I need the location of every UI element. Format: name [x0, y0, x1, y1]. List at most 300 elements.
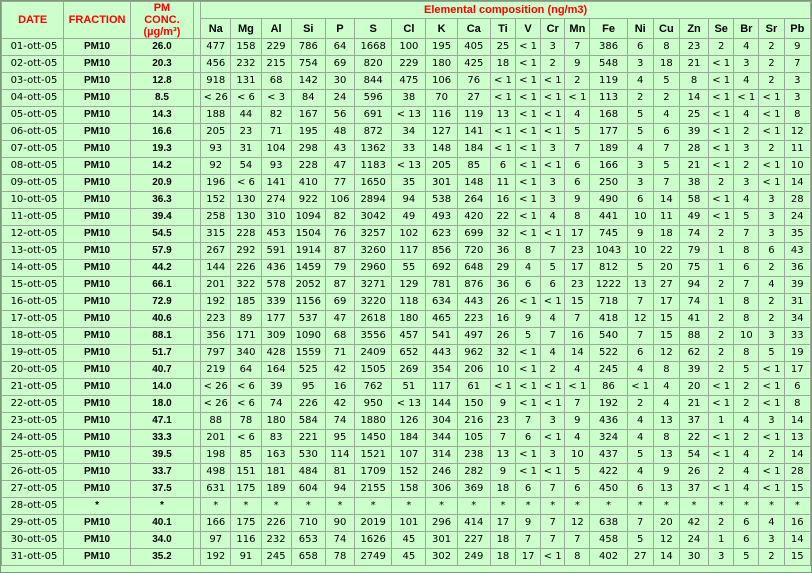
- value-cell-si: 226: [291, 396, 325, 413]
- pm-conc-cell: 47.1: [130, 413, 193, 430]
- value-cell-k: 623: [426, 226, 457, 243]
- value-cell-v: 7: [516, 532, 541, 549]
- value-cell-cu: 18: [653, 226, 679, 243]
- value-cell-fe: 522: [590, 345, 627, 362]
- fraction-cell: *: [64, 498, 130, 515]
- value-cell-cl: 102: [392, 226, 426, 243]
- value-cell-ti: < 1: [490, 90, 515, 107]
- spacer-cell: [194, 328, 201, 345]
- value-cell-zn: *: [679, 498, 708, 515]
- value-cell-pb: 39: [784, 277, 810, 294]
- table-row: [2, 260, 811, 277]
- spacer-cell: [194, 311, 201, 328]
- spacer-cell: [194, 124, 201, 141]
- value-cell-sr: 3: [759, 209, 784, 226]
- value-cell-p: 106: [325, 192, 354, 209]
- value-cell-pb: 9: [784, 39, 810, 56]
- value-cell-ni: 10: [627, 209, 653, 226]
- value-cell-ni: 4: [627, 430, 653, 447]
- value-cell-se: 2: [709, 175, 734, 192]
- value-cell-br: 10: [734, 328, 759, 345]
- value-cell-p: 64: [325, 39, 354, 56]
- value-cell-sr: 2: [759, 294, 784, 311]
- value-cell-zn: 21: [679, 158, 708, 175]
- element-header-pb: Pb: [784, 19, 810, 39]
- value-cell-sr: < 1: [759, 90, 784, 107]
- value-cell-br: *: [734, 498, 759, 515]
- value-cell-p: 79: [325, 260, 354, 277]
- value-cell-cr: < 1: [541, 379, 565, 396]
- value-cell-cr: < 1: [541, 396, 565, 413]
- value-cell-s: 1709: [355, 464, 392, 481]
- pm-conc-cell: 8.5: [130, 90, 193, 107]
- value-cell-k: 180: [426, 56, 457, 73]
- value-cell-al: 93: [261, 158, 291, 175]
- value-cell-pb: 15: [784, 549, 810, 566]
- value-cell-cu: 5: [653, 73, 679, 90]
- value-cell-p: 78: [325, 549, 354, 566]
- value-cell-mg: *: [231, 498, 261, 515]
- value-cell-cr: 2: [541, 362, 565, 379]
- value-cell-se: 2: [709, 362, 734, 379]
- value-cell-na: < 26: [201, 90, 231, 107]
- date-cell: 12-ott-05: [2, 226, 64, 243]
- pm-conc-cell: 57.9: [130, 243, 193, 260]
- value-cell-k: 306: [426, 481, 457, 498]
- value-cell-ti: 36: [490, 243, 515, 260]
- value-cell-mg: 130: [231, 192, 261, 209]
- value-cell-cu: 8: [653, 430, 679, 447]
- value-cell-mg: 292: [231, 243, 261, 260]
- value-cell-br: 6: [734, 532, 759, 549]
- value-cell-al: 274: [261, 192, 291, 209]
- fraction-cell: PM10: [64, 430, 130, 447]
- value-cell-k: 493: [426, 209, 457, 226]
- value-cell-v: 6: [516, 481, 541, 498]
- value-cell-al: 39: [261, 379, 291, 396]
- date-cell: 25-ott-05: [2, 447, 64, 464]
- fraction-cell: PM10: [64, 277, 130, 294]
- value-cell-cu: 11: [653, 209, 679, 226]
- value-cell-na: 631: [201, 481, 231, 498]
- date-cell: 03-ott-05: [2, 73, 64, 90]
- value-cell-sr: < 1: [759, 175, 784, 192]
- value-cell-br: 3: [734, 175, 759, 192]
- value-cell-zn: 28: [679, 141, 708, 158]
- date-cell: 21-ott-05: [2, 379, 64, 396]
- value-cell-si: 195: [291, 124, 325, 141]
- value-cell-sr: < 1: [759, 158, 784, 175]
- value-cell-si: 754: [291, 56, 325, 73]
- spacer-cell: [194, 209, 201, 226]
- value-cell-p: 68: [325, 328, 354, 345]
- value-cell-p: 47: [325, 311, 354, 328]
- value-cell-al: 215: [261, 56, 291, 73]
- value-cell-na: 152: [201, 192, 231, 209]
- value-cell-sr: < 1: [759, 124, 784, 141]
- value-cell-pb: 28: [784, 192, 810, 209]
- pm-conc-cell: 36.3: [130, 192, 193, 209]
- value-cell-cu: 5: [653, 158, 679, 175]
- value-cell-p: 56: [325, 107, 354, 124]
- value-cell-zn: 38: [679, 175, 708, 192]
- value-cell-ca: 425: [457, 56, 490, 73]
- value-cell-mg: < 6: [231, 90, 261, 107]
- value-cell-cl: 45: [392, 532, 426, 549]
- spacer-cell: [194, 73, 201, 90]
- table-row: [2, 277, 811, 294]
- value-cell-cu: 14: [653, 192, 679, 209]
- value-cell-zn: 37: [679, 481, 708, 498]
- value-cell-ti: 36: [490, 277, 515, 294]
- value-cell-ca: 720: [457, 243, 490, 260]
- value-cell-ca: 105: [457, 430, 490, 447]
- value-cell-na: 315: [201, 226, 231, 243]
- spacer-column: [194, 2, 201, 39]
- value-cell-ca: 148: [457, 175, 490, 192]
- value-cell-ca: 369: [457, 481, 490, 498]
- pm-conc-cell: 20.3: [130, 56, 193, 73]
- value-cell-ti: 18: [490, 532, 515, 549]
- value-cell-br: 4: [734, 481, 759, 498]
- spacer-cell: [194, 379, 201, 396]
- pm-conc-header: [130, 2, 193, 39]
- value-cell-v: < 1: [516, 56, 541, 73]
- value-cell-mn: 7: [565, 39, 590, 56]
- value-cell-se: 3: [709, 549, 734, 566]
- value-cell-zn: 94: [679, 277, 708, 294]
- value-cell-v: *: [516, 498, 541, 515]
- value-cell-se: < 1: [709, 396, 734, 413]
- value-cell-al: 141: [261, 175, 291, 192]
- value-cell-br: < 1: [734, 90, 759, 107]
- value-cell-cr: 4: [541, 311, 565, 328]
- fraction-cell: PM10: [64, 209, 130, 226]
- value-cell-ti: 18: [490, 56, 515, 73]
- value-cell-zn: 26: [679, 464, 708, 481]
- table-row: [2, 39, 811, 56]
- value-cell-na: 456: [201, 56, 231, 73]
- value-cell-p: 42: [325, 396, 354, 413]
- value-cell-s: 2894: [355, 192, 392, 209]
- value-cell-k: 465: [426, 311, 457, 328]
- value-cell-zn: 88: [679, 328, 708, 345]
- value-cell-mg: 89: [231, 311, 261, 328]
- value-cell-si: 537: [291, 311, 325, 328]
- value-cell-zn: 37: [679, 413, 708, 430]
- value-cell-na: 205: [201, 124, 231, 141]
- pm-conc-cell: 14.2: [130, 158, 193, 175]
- value-cell-zn: 21: [679, 56, 708, 73]
- value-cell-v: < 1: [516, 209, 541, 226]
- value-cell-br: 5: [734, 549, 759, 566]
- value-cell-si: 95: [291, 379, 325, 396]
- fraction-cell: PM10: [64, 413, 130, 430]
- element-header-ti: Ti: [490, 19, 515, 39]
- value-cell-pb: 19: [784, 345, 810, 362]
- value-cell-fe: 745: [590, 226, 627, 243]
- value-cell-cr: 7: [541, 243, 565, 260]
- value-cell-s: 1650: [355, 175, 392, 192]
- value-cell-k: 304: [426, 413, 457, 430]
- value-cell-si: 1504: [291, 226, 325, 243]
- table-row: [2, 498, 811, 515]
- value-cell-mn: 6: [565, 158, 590, 175]
- value-cell-se: 2: [709, 345, 734, 362]
- value-cell-zn: 75: [679, 260, 708, 277]
- value-cell-v: < 1: [516, 73, 541, 90]
- value-cell-mn: 8: [565, 209, 590, 226]
- pm-conc-cell: 19.3: [130, 141, 193, 158]
- fraction-cell: PM10: [64, 396, 130, 413]
- fraction-cell: PM10: [64, 481, 130, 498]
- spacer-cell: [194, 447, 201, 464]
- spacer-cell: [194, 498, 201, 515]
- spacer-cell: [194, 90, 201, 107]
- value-cell-cl: *: [392, 498, 426, 515]
- value-cell-p: 42: [325, 362, 354, 379]
- value-cell-p: 74: [325, 532, 354, 549]
- date-cell: 17-ott-05: [2, 311, 64, 328]
- fraction-cell: PM10: [64, 328, 130, 345]
- fraction-cell: PM10: [64, 141, 130, 158]
- value-cell-mg: < 6: [231, 430, 261, 447]
- value-cell-ni: 5: [627, 260, 653, 277]
- value-cell-se: 2: [709, 464, 734, 481]
- value-cell-ni: 5: [627, 107, 653, 124]
- value-cell-se: 2: [709, 328, 734, 345]
- value-cell-zn: 58: [679, 192, 708, 209]
- value-cell-al: 229: [261, 39, 291, 56]
- fraction-cell: PM10: [64, 311, 130, 328]
- value-cell-br: 7: [734, 277, 759, 294]
- value-cell-na: 92: [201, 158, 231, 175]
- element-header-p: P: [325, 19, 354, 39]
- value-cell-s: 2749: [355, 549, 392, 566]
- pm-conc-cell: 26.0: [130, 39, 193, 56]
- value-cell-na: 198: [201, 447, 231, 464]
- value-cell-si: 530: [291, 447, 325, 464]
- table-row: [2, 549, 811, 566]
- value-cell-ca: 119: [457, 107, 490, 124]
- value-cell-br: 5: [734, 362, 759, 379]
- date-cell: 28-ott-05: [2, 498, 64, 515]
- value-cell-ca: 648: [457, 260, 490, 277]
- value-cell-si: 1094: [291, 209, 325, 226]
- value-cell-mn: 7: [565, 396, 590, 413]
- value-cell-sr: 3: [759, 328, 784, 345]
- value-cell-cr: 4: [541, 345, 565, 362]
- value-cell-cl: 652: [392, 345, 426, 362]
- value-cell-cr: < 1: [541, 226, 565, 243]
- value-cell-se: < 1: [709, 209, 734, 226]
- value-cell-na: 201: [201, 277, 231, 294]
- spacer-cell: [194, 192, 201, 209]
- value-cell-p: 81: [325, 464, 354, 481]
- value-cell-s: *: [355, 498, 392, 515]
- value-cell-fe: 422: [590, 464, 627, 481]
- value-cell-al: *: [261, 498, 291, 515]
- value-cell-mn: 7: [565, 141, 590, 158]
- value-cell-k: 246: [426, 464, 457, 481]
- value-cell-ni: 7: [627, 294, 653, 311]
- value-cell-na: 219: [201, 362, 231, 379]
- value-cell-cl: < 13: [392, 158, 426, 175]
- value-cell-k: 116: [426, 107, 457, 124]
- value-cell-al: 163: [261, 447, 291, 464]
- date-cell: 19-ott-05: [2, 345, 64, 362]
- value-cell-zn: 24: [679, 532, 708, 549]
- value-cell-sr: 3: [759, 532, 784, 549]
- value-cell-mg: 23: [231, 124, 261, 141]
- fraction-cell: PM10: [64, 362, 130, 379]
- fraction-cell: PM10: [64, 243, 130, 260]
- value-cell-pb: 6: [784, 379, 810, 396]
- value-cell-mg: 31: [231, 141, 261, 158]
- value-cell-fe: 490: [590, 192, 627, 209]
- fraction-cell: PM10: [64, 175, 130, 192]
- value-cell-mn: 2: [565, 73, 590, 90]
- value-cell-na: 918: [201, 73, 231, 90]
- value-cell-al: 436: [261, 260, 291, 277]
- value-cell-fe: 450: [590, 481, 627, 498]
- value-cell-si: 1914: [291, 243, 325, 260]
- value-cell-se: < 1: [709, 447, 734, 464]
- value-cell-s: 2019: [355, 515, 392, 532]
- value-cell-v: 5: [516, 328, 541, 345]
- date-cell: 31-ott-05: [2, 549, 64, 566]
- value-cell-s: 2155: [355, 481, 392, 498]
- spacer-cell: [194, 549, 201, 566]
- value-cell-na: 498: [201, 464, 231, 481]
- value-cell-ni: 9: [627, 226, 653, 243]
- value-cell-al: 591: [261, 243, 291, 260]
- value-cell-ti: 9: [490, 464, 515, 481]
- value-cell-cr: 3: [541, 141, 565, 158]
- value-cell-pb: 31: [784, 294, 810, 311]
- value-cell-mn: 9: [565, 56, 590, 73]
- pm-conc-cell: 14.3: [130, 107, 193, 124]
- value-cell-si: 410: [291, 175, 325, 192]
- value-cell-si: 84: [291, 90, 325, 107]
- value-cell-s: 872: [355, 124, 392, 141]
- value-cell-zn: 49: [679, 209, 708, 226]
- pm-conc-cell: 40.1: [130, 515, 193, 532]
- value-cell-si: 2052: [291, 277, 325, 294]
- fraction-cell: PM10: [64, 56, 130, 73]
- value-cell-ni: 27: [627, 549, 653, 566]
- value-cell-pb: 8: [784, 396, 810, 413]
- value-cell-ti: 22: [490, 209, 515, 226]
- value-cell-ti: 13: [490, 447, 515, 464]
- table-row: [2, 396, 811, 413]
- value-cell-sr: 2: [759, 56, 784, 73]
- table-row: [2, 209, 811, 226]
- value-cell-si: 167: [291, 107, 325, 124]
- value-cell-ni: 4: [627, 141, 653, 158]
- value-cell-cl: 152: [392, 464, 426, 481]
- value-cell-ca: 150: [457, 396, 490, 413]
- value-cell-mg: 64: [231, 362, 261, 379]
- value-cell-v: < 1: [516, 158, 541, 175]
- value-cell-p: 87: [325, 277, 354, 294]
- value-cell-cu: 8: [653, 362, 679, 379]
- value-cell-k: 195: [426, 39, 457, 56]
- value-cell-ni: 6: [627, 192, 653, 209]
- value-cell-cl: 101: [392, 515, 426, 532]
- value-cell-fe: 1222: [590, 277, 627, 294]
- value-cell-k: 354: [426, 362, 457, 379]
- value-cell-br: 2: [734, 396, 759, 413]
- value-cell-ni: *: [627, 498, 653, 515]
- value-cell-na: < 26: [201, 379, 231, 396]
- value-cell-mg: 91: [231, 549, 261, 566]
- table-row: [2, 413, 811, 430]
- value-cell-k: 856: [426, 243, 457, 260]
- spacer-cell: [194, 362, 201, 379]
- fraction-cell: PM10: [64, 549, 130, 566]
- spacer-cell: [194, 464, 201, 481]
- value-cell-s: 1521: [355, 447, 392, 464]
- value-cell-ti: 18: [490, 549, 515, 566]
- value-cell-mn: 16: [565, 328, 590, 345]
- value-cell-na: 196: [201, 175, 231, 192]
- value-cell-mg: 185: [231, 294, 261, 311]
- value-cell-se: 1: [709, 532, 734, 549]
- value-cell-cl: 49: [392, 209, 426, 226]
- value-cell-sr: < 1: [759, 362, 784, 379]
- value-cell-v: < 1: [516, 90, 541, 107]
- value-cell-ti: 16: [490, 311, 515, 328]
- value-cell-zn: 74: [679, 294, 708, 311]
- value-cell-na: 201: [201, 430, 231, 447]
- pm-conc-cell: 37.5: [130, 481, 193, 498]
- value-cell-s: 2960: [355, 260, 392, 277]
- date-cell: 13-ott-05: [2, 243, 64, 260]
- value-cell-sr: 2: [759, 141, 784, 158]
- value-cell-zn: 39: [679, 362, 708, 379]
- value-cell-cr: 3: [541, 413, 565, 430]
- value-cell-cl: 34: [392, 124, 426, 141]
- value-cell-si: 142: [291, 73, 325, 90]
- value-cell-na: < 26: [201, 396, 231, 413]
- pm-conc-cell: 40.6: [130, 311, 193, 328]
- value-cell-ca: 962: [457, 345, 490, 362]
- value-cell-sr: 2: [759, 447, 784, 464]
- value-cell-al: 309: [261, 328, 291, 345]
- fraction-cell: PM10: [64, 379, 130, 396]
- pm-conc-cell: 39.4: [130, 209, 193, 226]
- value-cell-se: < 1: [709, 124, 734, 141]
- value-cell-ni: 13: [627, 277, 653, 294]
- value-cell-ti: < 1: [490, 124, 515, 141]
- pm-conc-cell: 51.7: [130, 345, 193, 362]
- spacer-cell: [194, 430, 201, 447]
- value-cell-ni: 6: [627, 481, 653, 498]
- value-cell-ti: 7: [490, 430, 515, 447]
- value-cell-s: 691: [355, 107, 392, 124]
- value-cell-sr: 3: [759, 226, 784, 243]
- value-cell-mg: < 6: [231, 396, 261, 413]
- value-cell-se: < 1: [709, 158, 734, 175]
- value-cell-mn: 4: [565, 430, 590, 447]
- value-cell-ti: 6: [490, 158, 515, 175]
- value-cell-fe: 177: [590, 124, 627, 141]
- value-cell-fe: 812: [590, 260, 627, 277]
- value-cell-mg: 322: [231, 277, 261, 294]
- value-cell-cl: 229: [392, 56, 426, 73]
- element-header-mn: Mn: [565, 19, 590, 39]
